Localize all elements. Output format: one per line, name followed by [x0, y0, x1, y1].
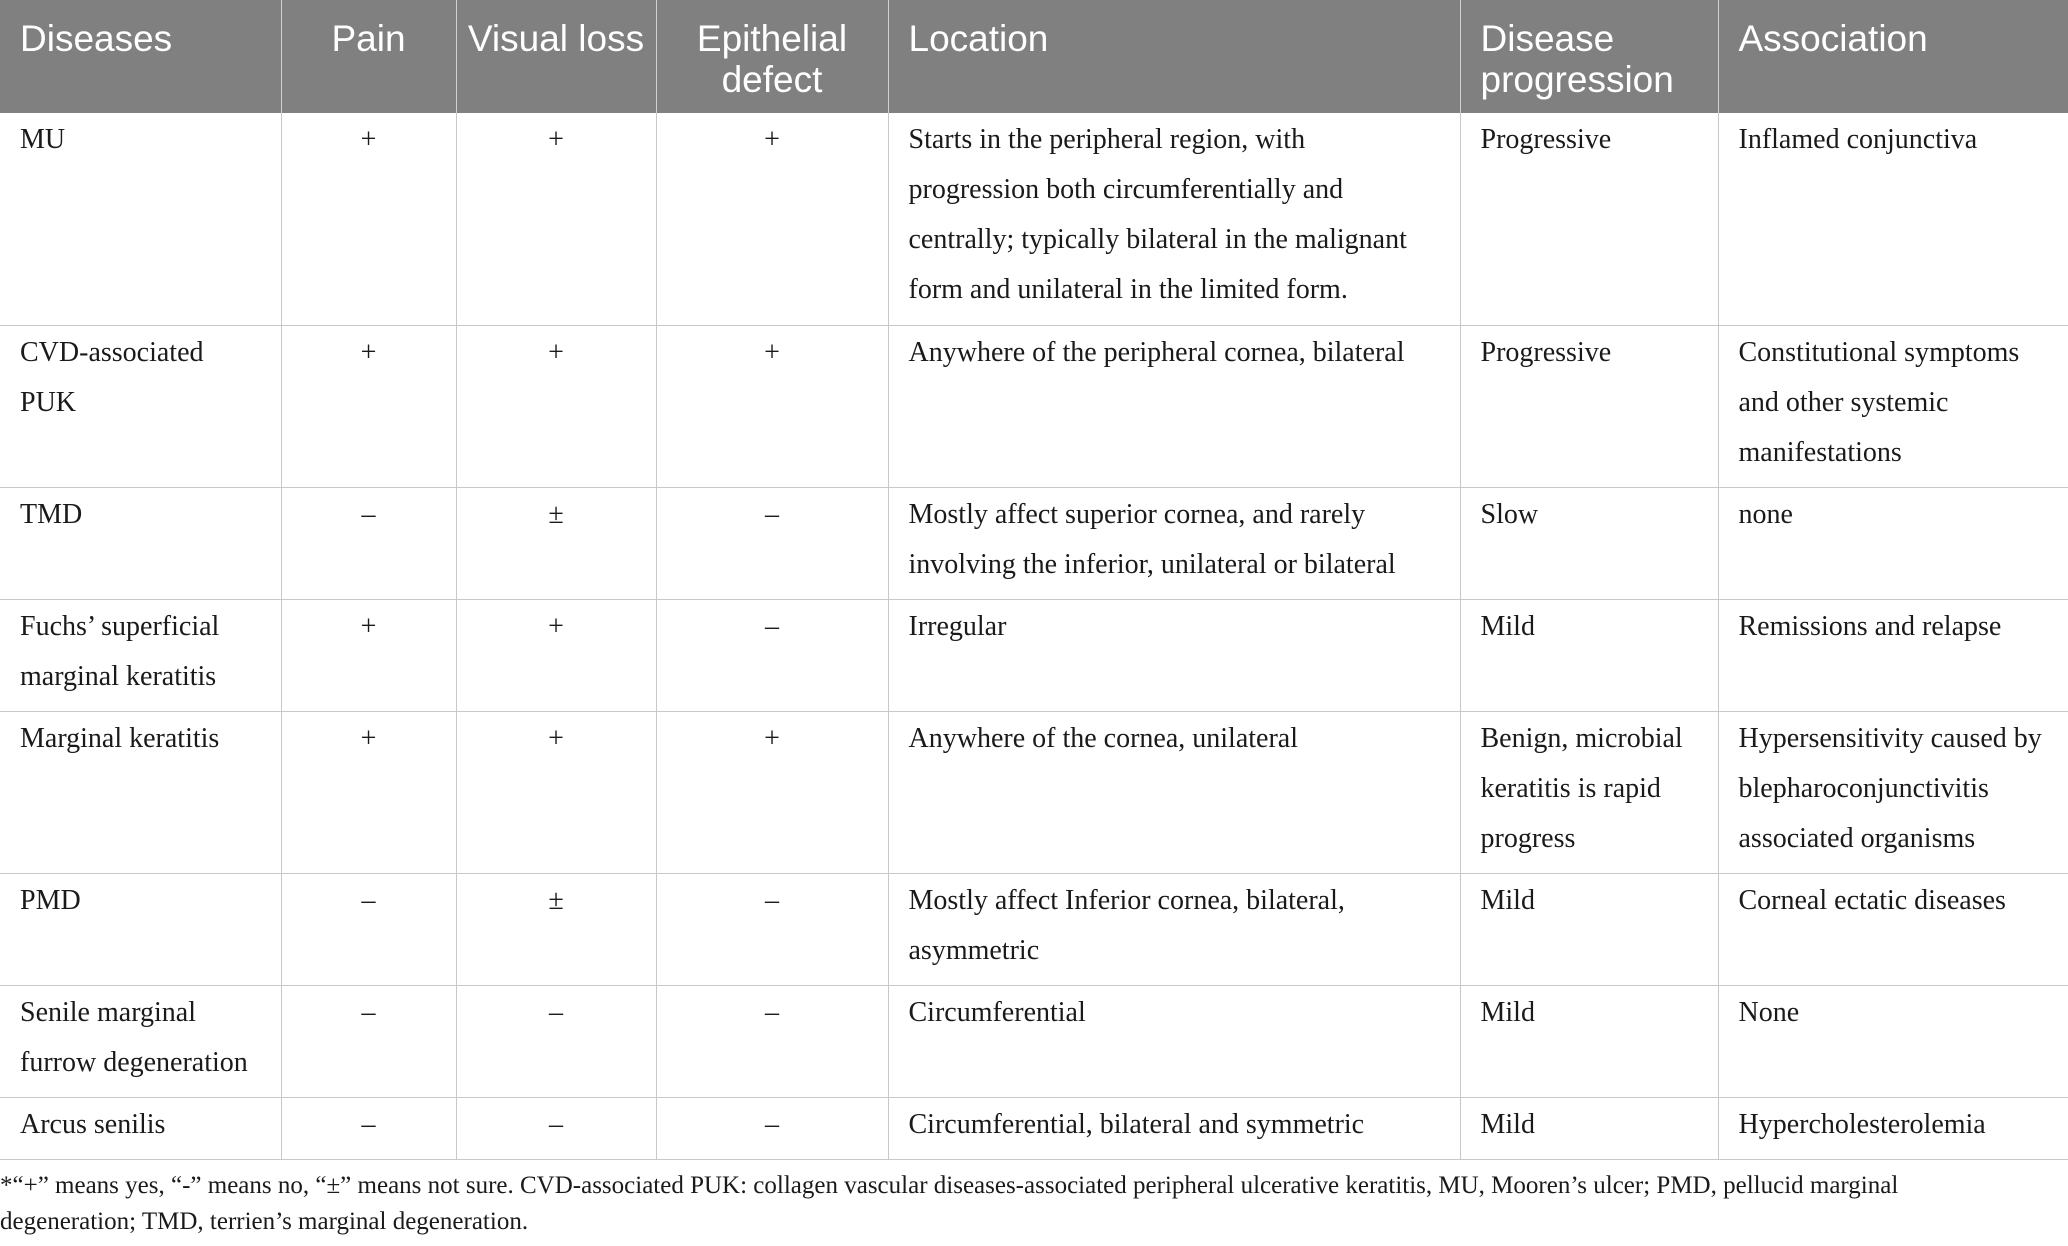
- table-header: [0, 0, 2068, 113]
- cell-pain: –: [281, 1097, 456, 1159]
- cell-epithelial-defect: +: [656, 113, 888, 325]
- cell-progression: Mild: [1460, 599, 1718, 711]
- cell-pain: +: [281, 325, 456, 487]
- cell-disease: CVD-associated PUK: [0, 325, 281, 487]
- cell-progression: Progressive: [1460, 325, 1718, 487]
- header-visual-loss: Visual loss: [456, 0, 656, 113]
- table-footnote: *“+” means yes, “-” means no, “±” means not sure. CVD-associated PUK: collagen vascular diseases-associated peripheral ulcerative keratitis, MU, Mooren’s ulcer; PMD, pellucid marginal degeneration; TMD, terrien’s marginal degeneration.: [0, 1172, 1899, 1235]
- cell-disease: Fuchs’ superficial marginal keratitis: [0, 599, 281, 711]
- cell-epithelial-defect: –: [656, 1097, 888, 1159]
- header-pain: Pain: [281, 0, 456, 113]
- cell-progression: Mild: [1460, 1097, 1718, 1159]
- table-row: [0, 873, 2068, 985]
- cell-pain: +: [281, 711, 456, 873]
- cell-epithelial-defect: –: [656, 873, 888, 985]
- cell-location: Mostly affect superior cornea, and rarely involving the inferior, unilateral or bilateral: [888, 487, 1460, 599]
- cell-visual-loss: ±: [456, 873, 656, 985]
- cell-disease: Senile marginal furrow degeneration: [0, 985, 281, 1097]
- cell-visual-loss: –: [456, 1097, 656, 1159]
- cell-association: Constitutional symptoms and other systemic manifestations: [1718, 325, 2068, 487]
- cell-epithelial-defect: –: [656, 599, 888, 711]
- cell-association: Remissions and relapse: [1718, 599, 2068, 711]
- table-row: [0, 487, 2068, 599]
- cell-visual-loss: ±: [456, 487, 656, 599]
- cell-association: Inflamed conjunctiva: [1718, 113, 2068, 325]
- header-association: Association: [1718, 0, 2068, 113]
- cell-disease: TMD: [0, 487, 281, 599]
- cell-location: Mostly affect Inferior cornea, bilateral, asymmetric: [888, 873, 1460, 985]
- cell-disease: MU: [0, 113, 281, 325]
- cell-location: Irregular: [888, 599, 1460, 711]
- cell-pain: –: [281, 985, 456, 1097]
- cell-progression: Progressive: [1460, 113, 1718, 325]
- cell-location: Circumferential, bilateral and symmetric: [888, 1097, 1460, 1159]
- cell-location: Anywhere of the peripheral cornea, bilateral: [888, 325, 1460, 487]
- cell-location: Anywhere of the cornea, unilateral: [888, 711, 1460, 873]
- cell-progression: Benign, microbial keratitis is rapid progress: [1460, 711, 1718, 873]
- header-epithelial-defect: Epithelial defect: [656, 0, 888, 113]
- cell-disease: Marginal keratitis: [0, 711, 281, 873]
- cell-epithelial-defect: +: [656, 325, 888, 487]
- table-row: [0, 113, 2068, 325]
- cell-pain: +: [281, 113, 456, 325]
- cell-location: Circumferential: [888, 985, 1460, 1097]
- cell-pain: –: [281, 873, 456, 985]
- cell-association: None: [1718, 985, 2068, 1097]
- cell-pain: +: [281, 599, 456, 711]
- cell-visual-loss: +: [456, 113, 656, 325]
- table-row: [0, 1097, 2068, 1159]
- cell-progression: Slow: [1460, 487, 1718, 599]
- cell-location: Starts in the peripheral region, with progression both circumferentially and centrally; typically bilateral in the malignant form and unilateral in the limited form.: [888, 113, 1460, 325]
- table-row: [0, 325, 2068, 487]
- table-row: [0, 711, 2068, 873]
- cell-disease: Arcus senilis: [0, 1097, 281, 1159]
- cell-epithelial-defect: –: [656, 985, 888, 1097]
- table-row: [0, 985, 2068, 1097]
- cell-disease: PMD: [0, 873, 281, 985]
- cell-visual-loss: +: [456, 711, 656, 873]
- header-row: [0, 0, 2068, 113]
- cell-visual-loss: +: [456, 325, 656, 487]
- cell-pain: –: [281, 487, 456, 599]
- header-diseases: Diseases: [0, 0, 281, 113]
- cell-visual-loss: +: [456, 599, 656, 711]
- cell-association: Corneal ectatic diseases: [1718, 873, 2068, 985]
- cell-association: Hypercholesterolemia: [1718, 1097, 2068, 1159]
- header-disease-progression: Disease progression: [1460, 0, 1718, 113]
- cell-association: Hypersensitivity caused by blepharoconjunctivitis associated organisms: [1718, 711, 2068, 873]
- cell-epithelial-defect: –: [656, 487, 888, 599]
- table-row: [0, 599, 2068, 711]
- cell-epithelial-defect: +: [656, 711, 888, 873]
- header-location: Location: [888, 0, 1460, 113]
- cell-progression: Mild: [1460, 873, 1718, 985]
- cell-progression: Mild: [1460, 985, 1718, 1097]
- cell-visual-loss: –: [456, 985, 656, 1097]
- table-body: [0, 113, 2068, 1159]
- cell-association: none: [1718, 487, 2068, 599]
